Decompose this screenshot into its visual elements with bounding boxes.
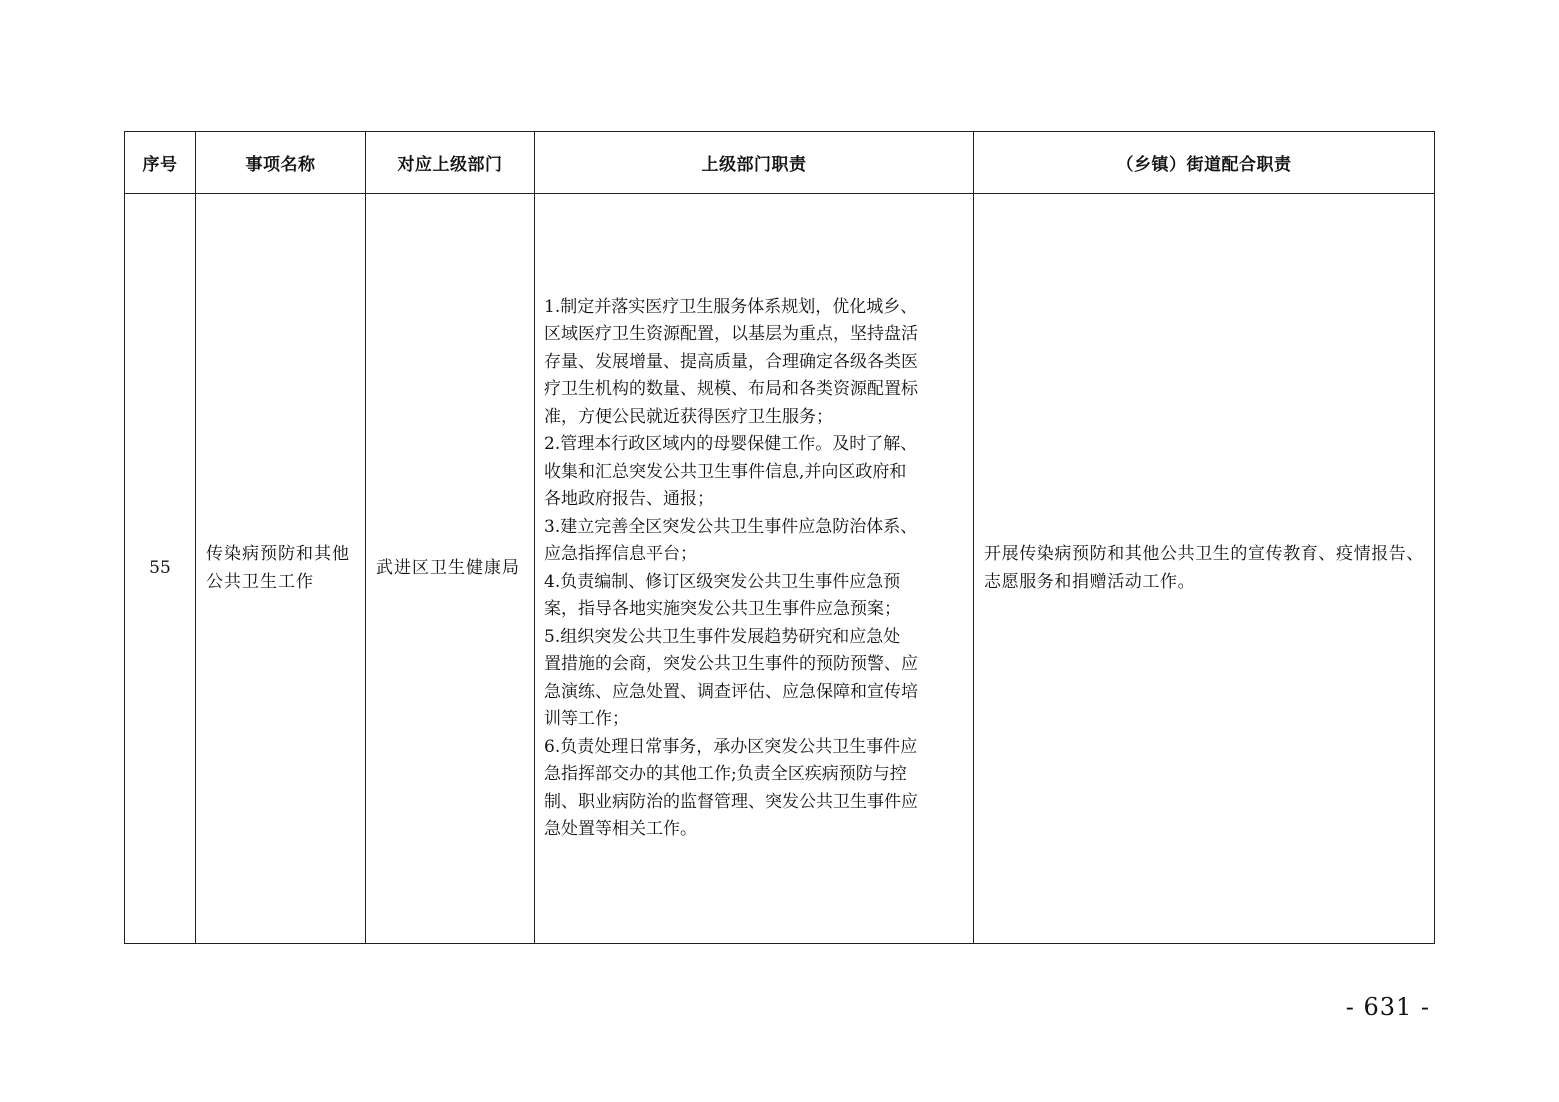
header-item-name: 事项名称 xyxy=(196,132,366,194)
cell-duties xyxy=(535,194,974,944)
duty-line: 急处置等相关工作。 xyxy=(544,819,697,839)
duty-line: 收集和汇总突发公共卫生事件信息,并向区政府和 xyxy=(544,461,907,482)
cell-item-name: 传染病预防和其他公共卫生工作 xyxy=(196,194,366,944)
duty-line: 训等工作； xyxy=(544,709,629,729)
duty-line: 1.制定并落实医疗卫生服务体系规划，优化城乡、 xyxy=(544,296,918,317)
duty-line: 6.负责处理日常事务，承办区突发公共卫生事件应 xyxy=(544,736,918,757)
header-cooperation: （乡镇）街道配合职责 xyxy=(974,132,1435,194)
cell-dept: 武进区卫生健康局 xyxy=(366,194,535,944)
header-row xyxy=(125,132,1435,194)
duty-line: 区域医疗卫生资源配置，以基层为重点，坚持盘活 xyxy=(544,324,918,344)
cell-cooperation: 开展传染病预防和其他公共卫生的宣传教育、疫情报告、志愿服务和捐赠活动工作。 xyxy=(974,194,1435,944)
duty-line: 4.负责编制、修订区级突发公共卫生事件应急预 xyxy=(544,571,901,592)
duty-table xyxy=(124,131,1435,944)
duty-line: 存量、发展增量、提高质量，合理确定各级各类医 xyxy=(544,351,918,372)
header-seq: 序号 xyxy=(125,132,196,194)
duty-line: 2.管理本行政区域内的母婴保健工作。及时了解、 xyxy=(544,434,918,454)
page-number: - 631 - xyxy=(1345,993,1430,1021)
duty-line: 制、职业病防治的监督管理、突发公共卫生事件应 xyxy=(544,791,918,812)
table-row xyxy=(125,194,1435,944)
duty-line: 疗卫生机构的数量、规模、布局和各类资源配置标 xyxy=(544,379,918,399)
duty-line: 准，方便公民就近获得医疗卫生服务； xyxy=(544,406,833,427)
header-dept: 对应上级部门 xyxy=(366,132,535,194)
duty-line: 急指挥部交办的其他工作;负责全区疾病预防与控 xyxy=(544,764,907,784)
duty-line: 5.组织突发公共卫生事件发展趋势研究和应急处 xyxy=(544,626,901,647)
duty-line: 3.建立完善全区突发公共卫生事件应急防治体系、 xyxy=(544,516,918,537)
duty-line: 案，指导各地实施突发公共卫生事件应急预案； xyxy=(544,599,901,619)
header-duties: 上级部门职责 xyxy=(535,132,974,194)
cell-seq: 55 xyxy=(125,194,196,944)
duty-line: 置措施的会商，突发公共卫生事件的预防预警、应 xyxy=(544,654,918,674)
duty-line: 应急指挥信息平台； xyxy=(544,544,697,564)
duty-line: 急演练、应急处置、调查评估、应急保障和宣传培 xyxy=(544,681,918,702)
duty-line: 各地政府报告、通报； xyxy=(544,489,714,509)
